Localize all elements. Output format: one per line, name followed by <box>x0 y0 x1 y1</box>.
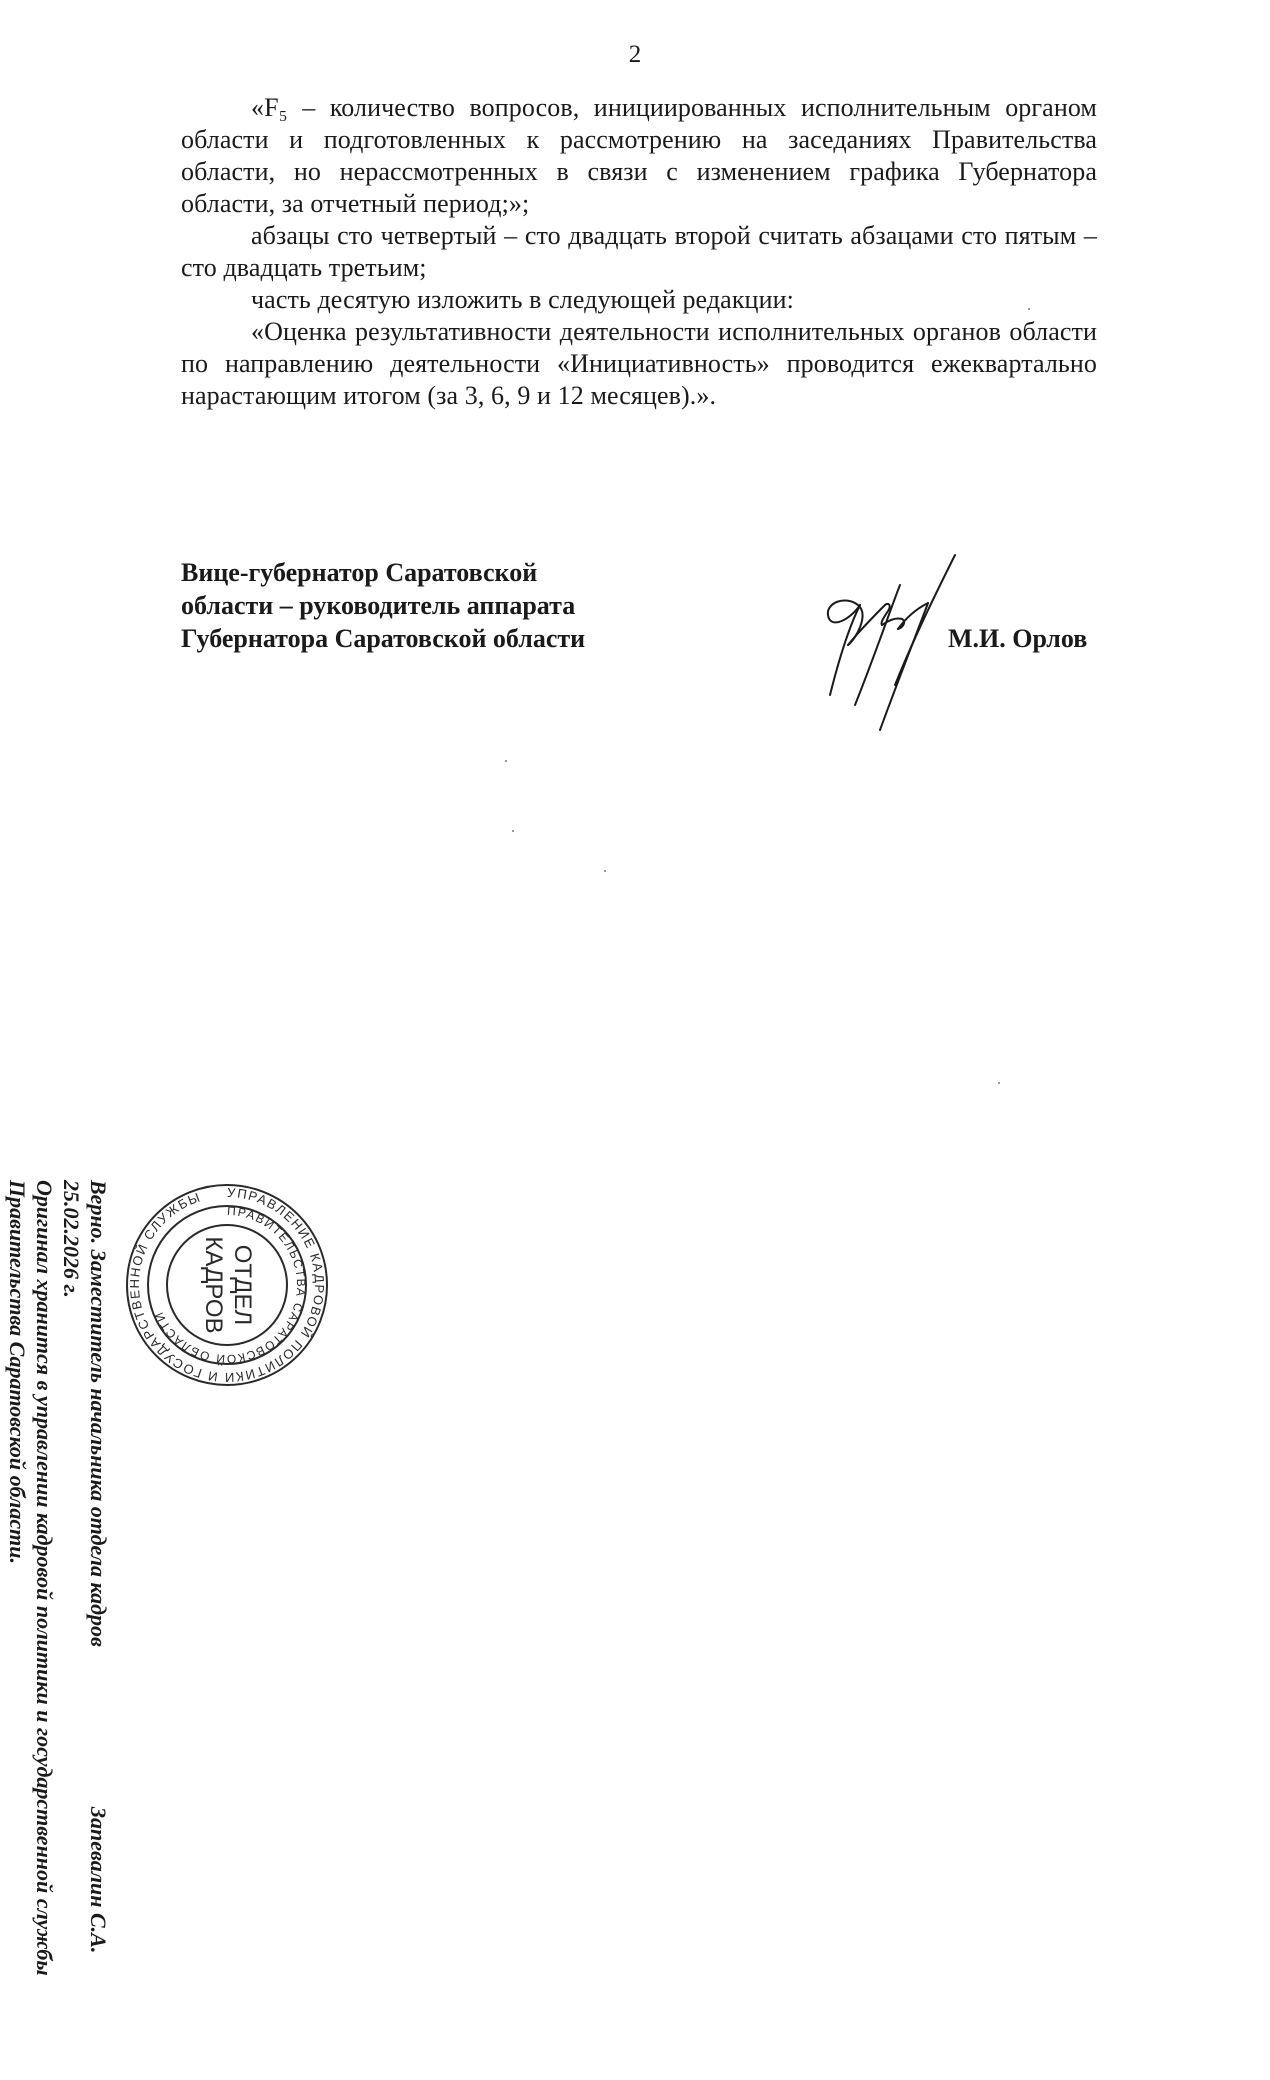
handwritten-signature <box>800 545 970 735</box>
certification-line-1-text: Верно. Заместитель начальника отдела кадров <box>86 1180 111 1647</box>
seal-center-line-1: ОТДЕЛ <box>229 1244 256 1326</box>
signatory-name: М.И. Орлов <box>948 624 1088 653</box>
certification-text <box>4 1180 112 2080</box>
paragraph-assessment: «Оценка результативности деятельности исполнительных органов области по направлению деятельности «Инициативность» проводится ежеквартально нарастающим итогом (за 3, 6, 9 и 12 месяцев).». <box>181 317 1097 410</box>
signatory-line-1: Вице-губернатор Саратовской <box>181 558 538 587</box>
signatory-line-2: области – руководитель аппарата <box>181 591 576 620</box>
signatory-line-3: Губернатора Саратовской области <box>181 624 586 653</box>
scan-speck <box>998 1082 1000 1084</box>
scan-speck <box>505 760 507 762</box>
paragraph-f5-definition: «F₅ – количество вопросов, инициированных исполнительным органом области и подготовленных к рассмотрению на заседаниях Правительства области, но нерассмотренных в связи с изменением графика Губернатора области, за отчетный период;»; <box>181 93 1097 218</box>
seal-center-line-2: КАДРОВ <box>200 1236 227 1334</box>
certification-line-3: Оригинал хранится в управлении кадровой политики и государственной службы <box>32 1180 57 1976</box>
seal-inner-text: ПРАВИТЕЛЬСТВА САРАТОВСКОЙ ОБЛАСТИ <box>151 1203 309 1367</box>
department-seal <box>124 1182 330 1388</box>
scan-speck <box>604 870 606 872</box>
certification-line-4: Правительства Саратовской области. <box>5 1180 30 1564</box>
document-body <box>181 92 1097 412</box>
signatory-position <box>181 556 741 655</box>
certification-line-1 <box>85 1180 112 2080</box>
paragraph-renumbering: абзацы сто четвертый – сто двадцать второй считать абзацами сто пятым – сто двадцать третьим; <box>181 221 1097 282</box>
certification-signer-name: Запевалин С.А. <box>86 1806 111 1954</box>
certification-date: 25.02.2026 г. <box>59 1180 84 1298</box>
paragraph-part-ten: часть десятую изложить в следующей редакции: <box>251 285 794 314</box>
scan-speck <box>512 830 514 832</box>
page-number: 2 <box>628 41 642 68</box>
scan-speck <box>1028 308 1030 310</box>
seal-outer-text: УПРАВЛЕНИЕ КАДРОВОЙ ПОЛИТИКИ И ГОСУДАРСТВЕННОЙ СЛУЖБЫ <box>126 1184 328 1386</box>
